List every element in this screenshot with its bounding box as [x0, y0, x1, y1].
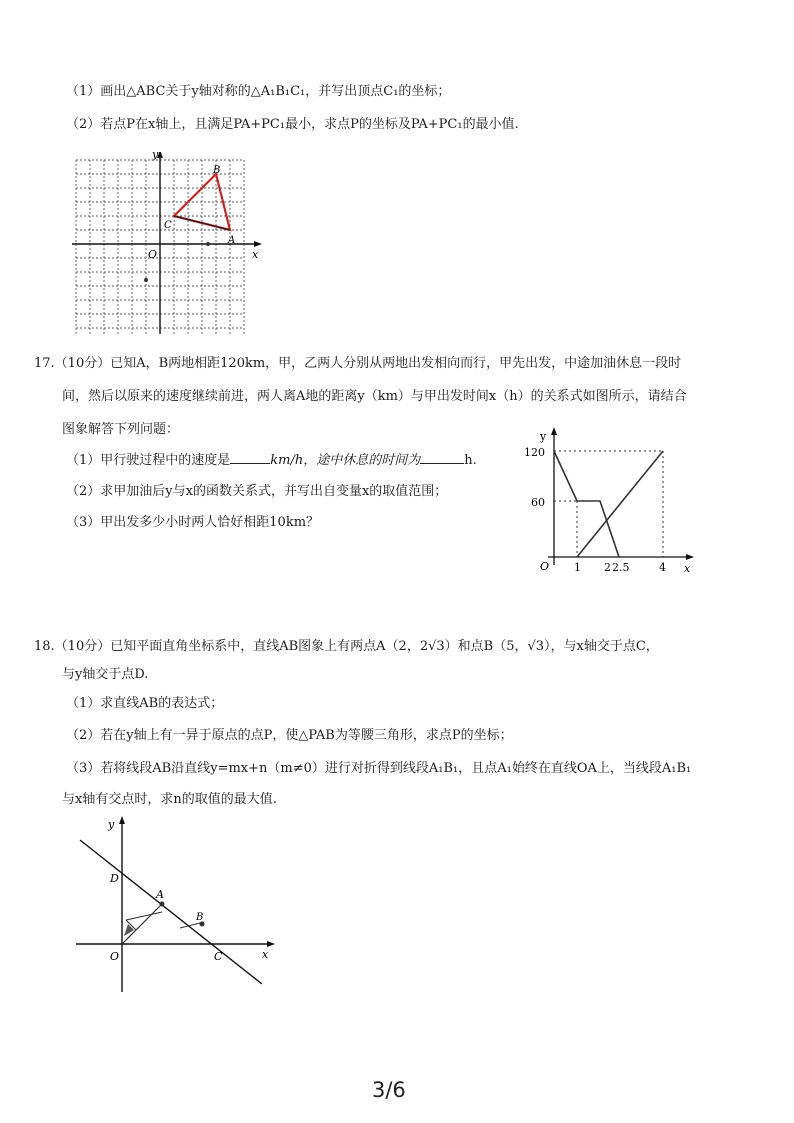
- q17-part1-c: h.: [464, 453, 477, 468]
- q18-label-c: C: [214, 950, 223, 963]
- q18-label-b: B: [196, 912, 204, 923]
- q18-part2: （2）若在y轴上有一异于原点的点P，使△PAB为等腰三角形，求点P的坐标；: [66, 728, 513, 743]
- q17-xtick-4: 4: [659, 561, 666, 574]
- q17-part3: （3）甲出发多少小时两人恰好相距10km？: [66, 515, 320, 530]
- label-y: y: [152, 152, 159, 161]
- q18-label-x: x: [262, 948, 269, 961]
- q17-graph: [518, 427, 698, 577]
- q16-grid-figure: [68, 152, 268, 337]
- q18-label-o: O: [110, 950, 120, 963]
- q17-line3: 图象解答下列问题：: [62, 422, 180, 437]
- label-c: C: [164, 220, 172, 231]
- q17-xtick-2.5: 2.5: [612, 561, 630, 574]
- q17-yi-line: [577, 451, 663, 557]
- q18-line1: 18.（10分）已知平面直角坐标系中，直线AB图象上有两点A（2，2√3）和点B（5，√3），与x轴交于点C，: [34, 639, 659, 654]
- q17-part1-b: km/h，途中休息的时间为: [270, 453, 421, 468]
- q16-part1: （1）画出△ABC关于y轴对称的△A₁B₁C₁，并写出顶点C₁的坐标；: [66, 84, 451, 99]
- q17-y-label: y: [540, 430, 547, 443]
- q17-x-label: x: [684, 562, 691, 575]
- q18-part1: （1）求直线AB的表达式；: [66, 696, 224, 711]
- q17-part1: [66, 452, 477, 470]
- label-a: A: [228, 235, 236, 246]
- q18-part3-b: 与x轴有交点时，求n的取值的最大值.: [62, 792, 277, 807]
- q18-label-y: y: [108, 818, 115, 831]
- label-o: O: [148, 248, 158, 261]
- q18-part3-a: （3）若将线段AB沿直线y=mx+n（m≠0）进行对折得到线段A₁B₁，且点A₁始终在直线OA上，当线段A₁B₁: [66, 761, 692, 776]
- q17-line2: 间，然后以原来的速度继续前进，两人离A地的距离y（km）与甲出发时间x（h）的关系式如图所示，请结合: [62, 389, 687, 404]
- q16-part2: （2）若点P在x轴上，且满足PA+PC₁最小，求点P的坐标及PA+PC₁的最小值.: [66, 117, 519, 132]
- q17-xtick-2: 2: [604, 561, 611, 574]
- q17-part2: （2）求甲加油后y与x的函数关系式，并写出自变量x的取值范围；: [66, 484, 448, 499]
- q17-xtick-1: 1: [574, 561, 581, 574]
- q18-line2: 与y轴交于点D.: [62, 667, 149, 682]
- q18-label-d: D: [110, 872, 119, 885]
- q17-ytick-120: 120: [524, 446, 545, 459]
- q17-origin: O: [540, 560, 550, 573]
- q18-label-a: A: [156, 888, 164, 901]
- q17-part1-a: （1）甲行驶过程中的速度是: [66, 453, 231, 468]
- q17-line1: 17.（10分）已知A，B两地相距120km，甲，乙两人分别从两地出发相向而行，甲先出发，中途加油休息一段时: [34, 356, 682, 371]
- q17-ytick-60: 60: [531, 496, 545, 509]
- q18-line-ab: [80, 840, 262, 984]
- page-number: 3/6: [372, 1078, 406, 1102]
- q17-jia-line: [554, 451, 619, 557]
- q18-figure: [70, 812, 290, 997]
- label-x: x: [252, 248, 259, 261]
- label-b: B: [213, 165, 221, 176]
